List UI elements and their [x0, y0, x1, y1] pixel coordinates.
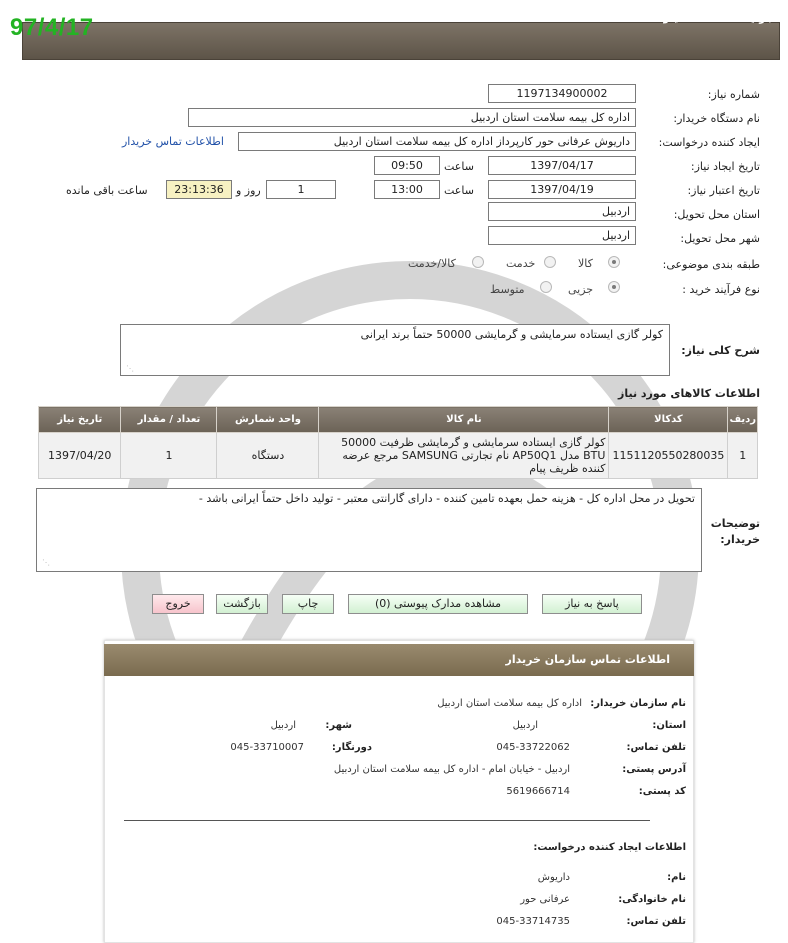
respond-button[interactable]: پاسخ به نیاز	[542, 594, 642, 614]
category-radio-goods[interactable]	[608, 256, 620, 268]
contact-panel	[104, 640, 694, 943]
category-option-both: کالا/خدمت	[408, 257, 456, 270]
row-code: 1151120550280035	[609, 433, 728, 479]
items-section-title: اطلاعات کالاهای مورد نیاز	[618, 387, 760, 400]
province-field: اردبیل	[488, 202, 636, 221]
contact-province-label: استان:	[652, 720, 686, 731]
row-qty: 1	[121, 433, 217, 479]
requester-label: ایجاد کننده درخواست:	[658, 136, 760, 149]
city-field: اردبیل	[488, 226, 636, 245]
process-radio-minor[interactable]	[608, 281, 620, 293]
process-label: نوع فرآیند خرید :	[682, 283, 760, 296]
creator-phone-value: 045-33714735	[496, 916, 570, 927]
process-option-medium: متوسط	[490, 283, 525, 296]
need-number-field: 1197134900002	[488, 84, 636, 103]
summary-text: کولر گازی ایستاده سرمایشی و گرمایشی 50000 حتماً برند ایرانی	[360, 328, 663, 341]
category-label: طبقه بندی موضوعی:	[662, 258, 760, 271]
creator-family-value: عرفانی حور	[520, 894, 570, 905]
validity-date-label: تاریخ اعتبار نیاز:	[687, 184, 760, 197]
remaining-time-field: 23:13:36	[166, 180, 232, 199]
creator-family-label: نام خانوادگی:	[618, 894, 686, 905]
contact-org-value: اداره کل بیمه سلامت استان اردبیل	[437, 698, 582, 709]
province-label: استان محل تحویل:	[673, 208, 760, 221]
remaining-days-field: 1	[266, 180, 336, 199]
category-option-service: خدمت	[506, 257, 536, 270]
items-table	[38, 406, 758, 479]
buyer-org-field: اداره کل بیمه سلامت استان اردبیل	[188, 108, 636, 127]
buyer-contact-link[interactable]: اطلاعات تماس خریدار	[122, 135, 224, 148]
contact-address-value: اردبیل - خیابان امام - اداره کل بیمه سلامت استان اردبیل	[333, 764, 570, 775]
validity-time-field: 13:00	[374, 180, 440, 199]
items-header-row	[39, 407, 758, 433]
header-bar	[22, 22, 780, 60]
contact-address-label: آدرس پستی:	[622, 764, 686, 775]
col-name: نام کالا	[319, 407, 609, 433]
back-button[interactable]: بازگشت	[216, 594, 268, 614]
category-option-goods: کالا	[578, 257, 593, 270]
summary-label: شرح کلی نیاز:	[681, 344, 760, 357]
validity-time-label: ساعت	[444, 184, 474, 197]
resize-grip-icon[interactable]: ⋰	[126, 364, 134, 373]
contact-city-label: شهر:	[325, 720, 352, 731]
requester-field: داریوش عرفانی حور کارپرداز اداره کل بیمه سلامت استان اردبیل	[238, 132, 636, 151]
summary-textarea	[120, 324, 670, 376]
created-time-label: ساعت	[444, 160, 474, 173]
category-radio-both[interactable]	[472, 256, 484, 268]
row-unit: دستگاه	[217, 433, 319, 479]
print-button[interactable]: چاپ	[282, 594, 334, 614]
creator-name-label: نام:	[667, 872, 686, 883]
attachments-button[interactable]: مشاهده مدارک پیوستی (0)	[348, 594, 528, 614]
remaining-time-label: ساعت باقی مانده	[66, 184, 148, 197]
row-index: 1	[728, 433, 758, 479]
process-radio-medium[interactable]	[540, 281, 552, 293]
notes-resize-grip-icon[interactable]: ⋰	[42, 558, 50, 567]
col-qty: تعداد / مقدار	[121, 407, 217, 433]
created-date-label: تاریخ ایجاد نیاز:	[690, 160, 760, 173]
buyer-org-label: نام دستگاه خریدار:	[673, 112, 760, 125]
contact-org-label: نام سازمان خریدار:	[590, 698, 686, 709]
contact-postal-value: 5619666714	[506, 786, 570, 797]
notes-textarea	[36, 488, 702, 572]
city-label: شهر محل تحویل:	[680, 232, 760, 245]
created-time-field: 09:50	[374, 156, 440, 175]
date-stamp: 97/4/17	[10, 14, 94, 41]
col-code: کدکالا	[609, 407, 728, 433]
row-date: 1397/04/20	[39, 433, 121, 479]
category-radio-service[interactable]	[544, 256, 556, 268]
creator-name-value: داریوش	[537, 872, 570, 883]
need-number-label: شماره نیاز:	[707, 88, 760, 101]
contact-divider	[124, 820, 650, 821]
process-option-minor: جزیی	[568, 283, 594, 296]
contact-panel-title: اطلاعات تماس سازمان خریدار	[505, 653, 670, 666]
page-title: جزئیات اطلاعات نیاز	[663, 11, 774, 24]
col-unit: واحد شمارش	[217, 407, 319, 433]
validity-date-field: 1397/04/19	[488, 180, 636, 199]
creator-phone-label: تلفن تماس:	[626, 916, 686, 927]
notes-text: تحویل در محل اداره کل - هزینه حمل بعهده تامین کننده - دارای گارانتی معتبر - تولید داخل حتماً ایرانی باشد -	[198, 492, 695, 505]
contact-fax-label: دورنگار:	[331, 742, 372, 753]
contact-phone-value: 045-33722062	[496, 742, 570, 753]
notes-label: توضیحات خریدار:	[710, 517, 760, 546]
contact-province-value: اردبیل	[512, 720, 538, 731]
col-index: ردیف	[728, 407, 758, 433]
creator-section-title: اطلاعات ایجاد کننده درخواست:	[533, 842, 686, 853]
contact-postal-label: کد پستی:	[638, 786, 686, 797]
contact-phone-label: تلفن تماس:	[626, 742, 686, 753]
remaining-days-label: روز و	[236, 184, 261, 197]
created-date-field: 1397/04/17	[488, 156, 636, 175]
table-row	[39, 433, 758, 479]
contact-fax-value: 045-33710007	[230, 742, 304, 753]
row-name: کولر گازی ایستاده سرمایشی و گرمایشی ظرفیت 50000 BTU مدل AP50Q1 نام تجارتی SAMSUNG مرجع عرضه کننده ظریف پیام	[319, 433, 609, 479]
col-date: تاریخ نیاز	[39, 407, 121, 433]
exit-button[interactable]: خروج	[152, 594, 204, 614]
contact-city-value: اردبیل	[270, 720, 296, 731]
